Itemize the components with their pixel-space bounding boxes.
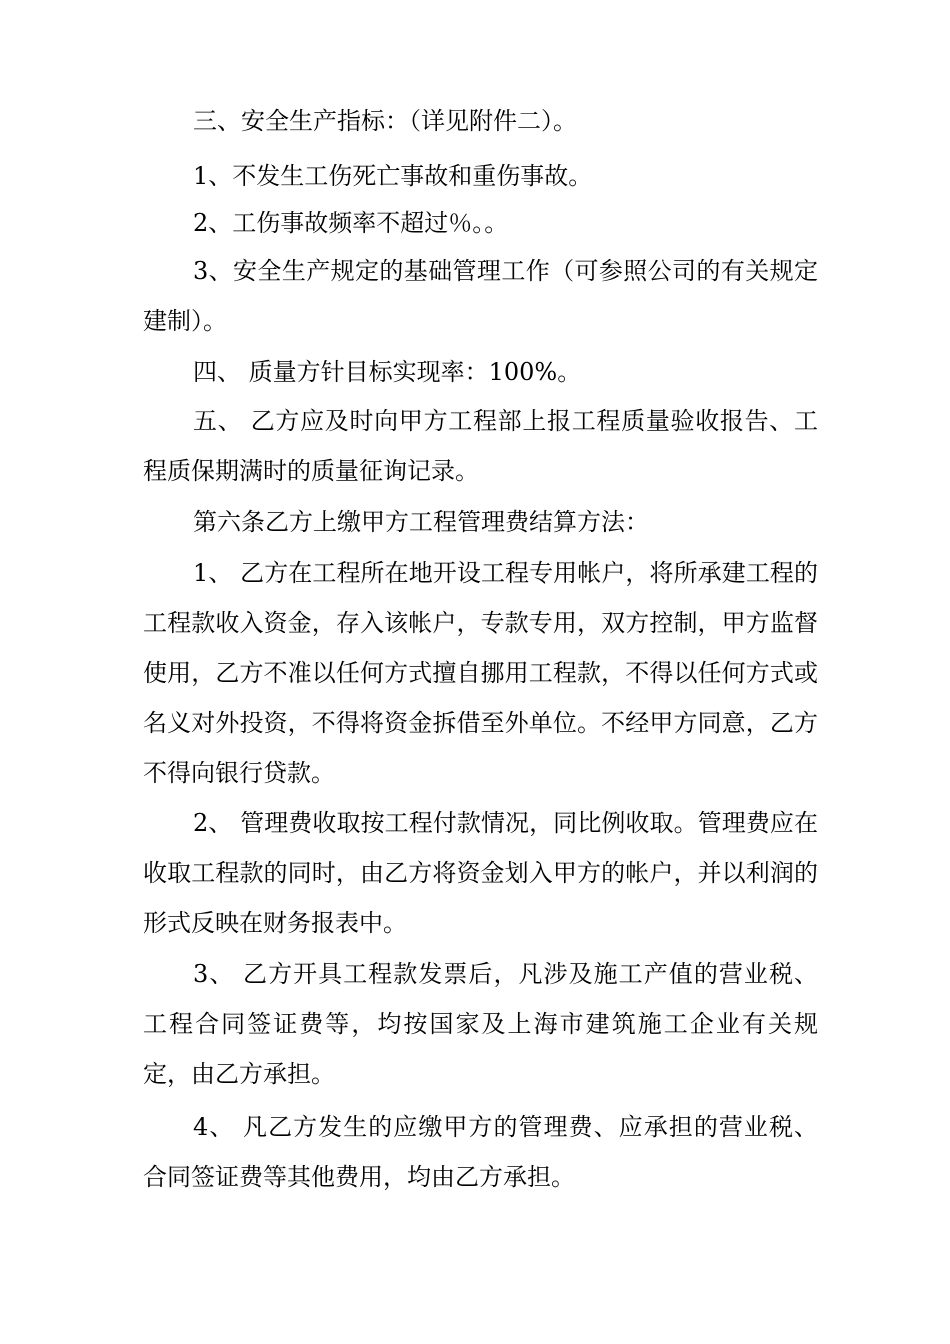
safety-item-2: 2、工伤事故频率不超过％。。: [193, 209, 509, 237]
section-four-heading: 四、 质量方针目标实现率：100%。: [193, 358, 582, 386]
article-six-item-3: 3、 乙方开具工程款发票后，凡涉及施工产值的营业税、 工程合同签证费等，均按国家及上海市建筑施工企业有关规 定，由乙方承担。: [143, 960, 818, 1088]
article-six-heading: 第六条乙方上缴甲方工程管理费结算方法：: [193, 508, 649, 536]
section-five-paragraph: 五、 乙方应及时向甲方工程部上报工程质量验收报告、工程质保期满时的质量征询记录。: [143, 407, 818, 485]
section-three-heading: 三、安全生产指标：（详见附件二）。: [193, 107, 577, 135]
safety-item-3: 3、安全生产规定的基础管理工作（可参照公司的有关规定建制）。: [143, 257, 818, 335]
article-six-item-4: 4、 凡乙方发生的应缴甲方的管理费、应承担的营业税、 合同签证费等其他费用，均由乙方承担。: [143, 1113, 818, 1191]
article-six-item-2: 2、 管理费收取按工程付款情况，同比例收取。管理费应在收取工程款的同时，由乙方将资金划入甲方的帐户，并以利润的形式反映在财务报表中。: [143, 809, 818, 937]
safety-item-1: 1、不发生工伤死亡事故和重伤事故。: [193, 162, 593, 190]
article-six-item-1: 1、 乙方在工程所在地开设工程专用帐户，将所承建工程的工程款收入资金，存入该帐户，专款专用，双方控制，甲方监督使用，乙方不准以任何方式擅自挪用工程款，不得以任何方式或名义对外投资，不得将资金拆借至外单位。不经甲方同意，乙方不得向银行贷款。: [143, 559, 818, 787]
